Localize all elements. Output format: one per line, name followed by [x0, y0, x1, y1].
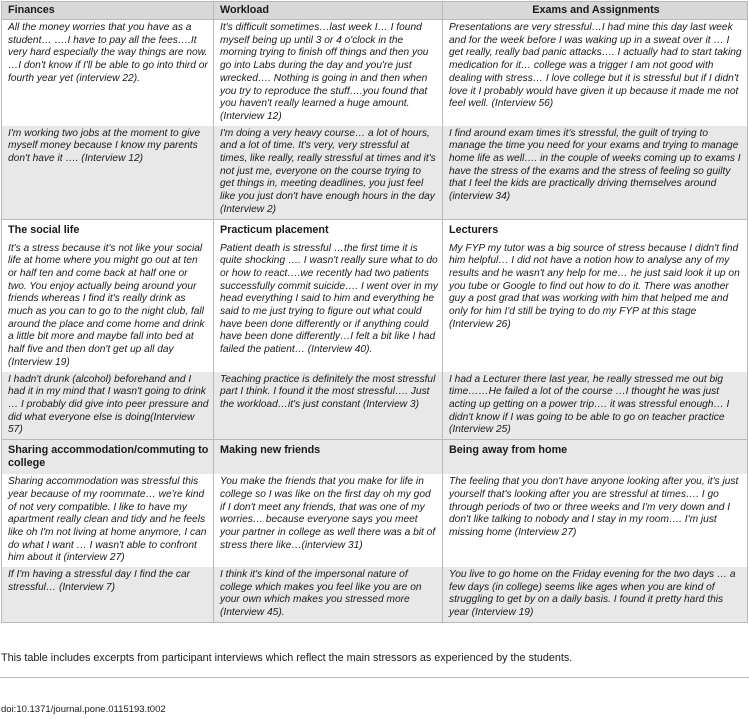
subheader-lecturers: Lecturers: [443, 219, 748, 241]
quote-cell: The feeling that you don't have anyone looking after you, it's just yourself that's looking after you are stressful at times…. I go through periods of two or three weeks and I'm very down and I don't like talking to nobody and I stay in my room…. I'm just missing home (Interview 27): [443, 474, 748, 567]
quote-cell: Patient death is stressful …the first time it is quite shocking …. I wasn't really sure what to do or how to react….we recently had two patients successfully commit suicide…. I went over in my head everything I said to him and everything he said to me just trying to figure out what could have been done differently or if anything could have been done differently…I felt a bit like I had failed the patient… (Interview 40).: [214, 241, 443, 372]
quote-cell: My FYP my tutor was a big source of stress because I didn't find him helpful… I did not have a notion how to analyse any of my results and he wasn't any help for me… he just said look it up on you tube or Google to find out how to do it. There was another guy a post grad that was working with him that helped me and only for him I'd still be trying to do my FYP at this stage (Interview 26): [443, 241, 748, 372]
table-caption: This table includes excerpts from participant interviews which reflect the main stressors as experienced by the students.: [1, 652, 573, 664]
subheader-social-life: The social life: [2, 219, 214, 241]
subheader-row: [2, 440, 748, 475]
divider: [0, 677, 749, 678]
header-exams-assignments: Exams and Assignments: [443, 2, 748, 20]
stressors-table: [1, 1, 748, 623]
quote-cell: It's difficult sometimes…last week I… I found myself being up until 3 or 4 o'clock in the morning trying to finish off things and then you go into Labs during the day and you're just wrecked…. Nothing is going in and then when you try to reproduce the stuff….you found that you haven't really learned a huge amount. (Interview 12): [214, 20, 443, 126]
quote-cell: I had a Lecturer there last year, he really stressed me out big time……He failed a lot of the course …I thought he was just acting up getting on a power trip…. it was stressful enough… I didn't know if I was going to be able to go on teacher practice (Interview 25): [443, 372, 748, 440]
quote-cell: Presentations are very stressful…I had mine this day last week and for the week before I was waking up in a sweat over it … I get really, really bad panic attacks…. I actually had to start taking medication for it… college was a trigger I am not good with dealing with stress… I love college but it is stressful but if I didn't love it I probably would have given it up because it made me not feel well. (Interview 56): [443, 20, 748, 126]
quote-cell: I'm working two jobs at the moment to give myself money because I know my parents don't have it …. (Interview 12): [2, 126, 214, 219]
table-row: [2, 241, 748, 372]
subheader-practicum-placement: Practicum placement: [214, 219, 443, 241]
table-row: [2, 474, 748, 567]
quote-cell: I think it's kind of the impersonal nature of college which makes you feel like you are on your own which makes you stressed more (Interview 45).: [214, 567, 443, 622]
quote-cell: I hadn't drunk (alcohol) beforehand and I had it in my mind that I wasn't going to drink … I probably did give into peer pressure and did what everyone else is doing(Interview 57): [2, 372, 214, 440]
subheader-making-new-friends: Making new friends: [214, 440, 443, 475]
table-row: [2, 20, 748, 126]
table-row: [2, 567, 748, 622]
table-row: [2, 372, 748, 440]
subheader-sharing-accommodation: Sharing accommodation/commuting to college: [2, 440, 214, 475]
quote-cell: All the money worries that you have as a student… ….I have to pay all the fees….It very hard especially the way things are now. …I don't know if I'll be able to go into third or fourth year yet (interview 22).: [2, 20, 214, 126]
quote-cell: You live to go home on the Friday evening for the two days … a few days (in college) seems like ages when you are kind of struggling to get by on a daily basis. I found it pretty hard this year (Interview 19): [443, 567, 748, 622]
subheader-row: [2, 219, 748, 241]
header-finances: Finances: [2, 2, 214, 20]
quote-cell: It's a stress because it's not like your social life at home where you might go out at ten or half ten and come back at half one or two. You enjoy actually being around your friends whereas I find it's really drink as much as you can to go to the night club, fall around the place and come home and drink a little bit more and maybe fall into bed at half five and then don't get up all day (Interview 19): [2, 241, 214, 372]
quote-cell: I'm doing a very heavy course… a lot of hours, and a lot of time. It's very, very stressful at times, like really, really stressful at times and it's not just me, everyone on the course trying to get things in, meeting deadlines, you just feel like you just don't have enough hours in the day (Interview 2): [214, 126, 443, 219]
quote-cell: If I'm having a stressful day I find the car stressful… (Interview 7): [2, 567, 214, 622]
doi-link[interactable]: doi:10.1371/journal.pone.0115193.t002: [1, 704, 166, 715]
quote-cell: I find around exam times it's stressful, the guilt of trying to manage the time you need for your exams and trying to manage home life as well…. in the couple of weeks coming up to exams I have the stress of the exams and the stress of feeling so guilty that I feel the kids are practically driving themselves around (interview 34): [443, 126, 748, 219]
header-workload: Workload: [214, 2, 443, 20]
quote-cell: You make the friends that you make for life in college so I was like on the first day oh my god if I don't meet any friends, that was one of my worries… because everyone says you meet your partner in college as well there was a bit of stress there like…(interview 31): [214, 474, 443, 567]
quote-cell: Teaching practice is definitely the most stressful part I think. I found it the most stressful…. Just the workload…it's just constant (Interview 3): [214, 372, 443, 440]
subheader-being-away-from-home: Being away from home: [443, 440, 748, 475]
header-row: [2, 2, 748, 20]
table-row: [2, 126, 748, 219]
quote-cell: Sharing accommodation was stressful this year because of my roommate… we're kind of not very compatible. I like to have my apartment really clean and tidy and he feels like oh I'm not living at home anymore, I can do what I want … I wasn't able to confront him about it (interview 27): [2, 474, 214, 567]
